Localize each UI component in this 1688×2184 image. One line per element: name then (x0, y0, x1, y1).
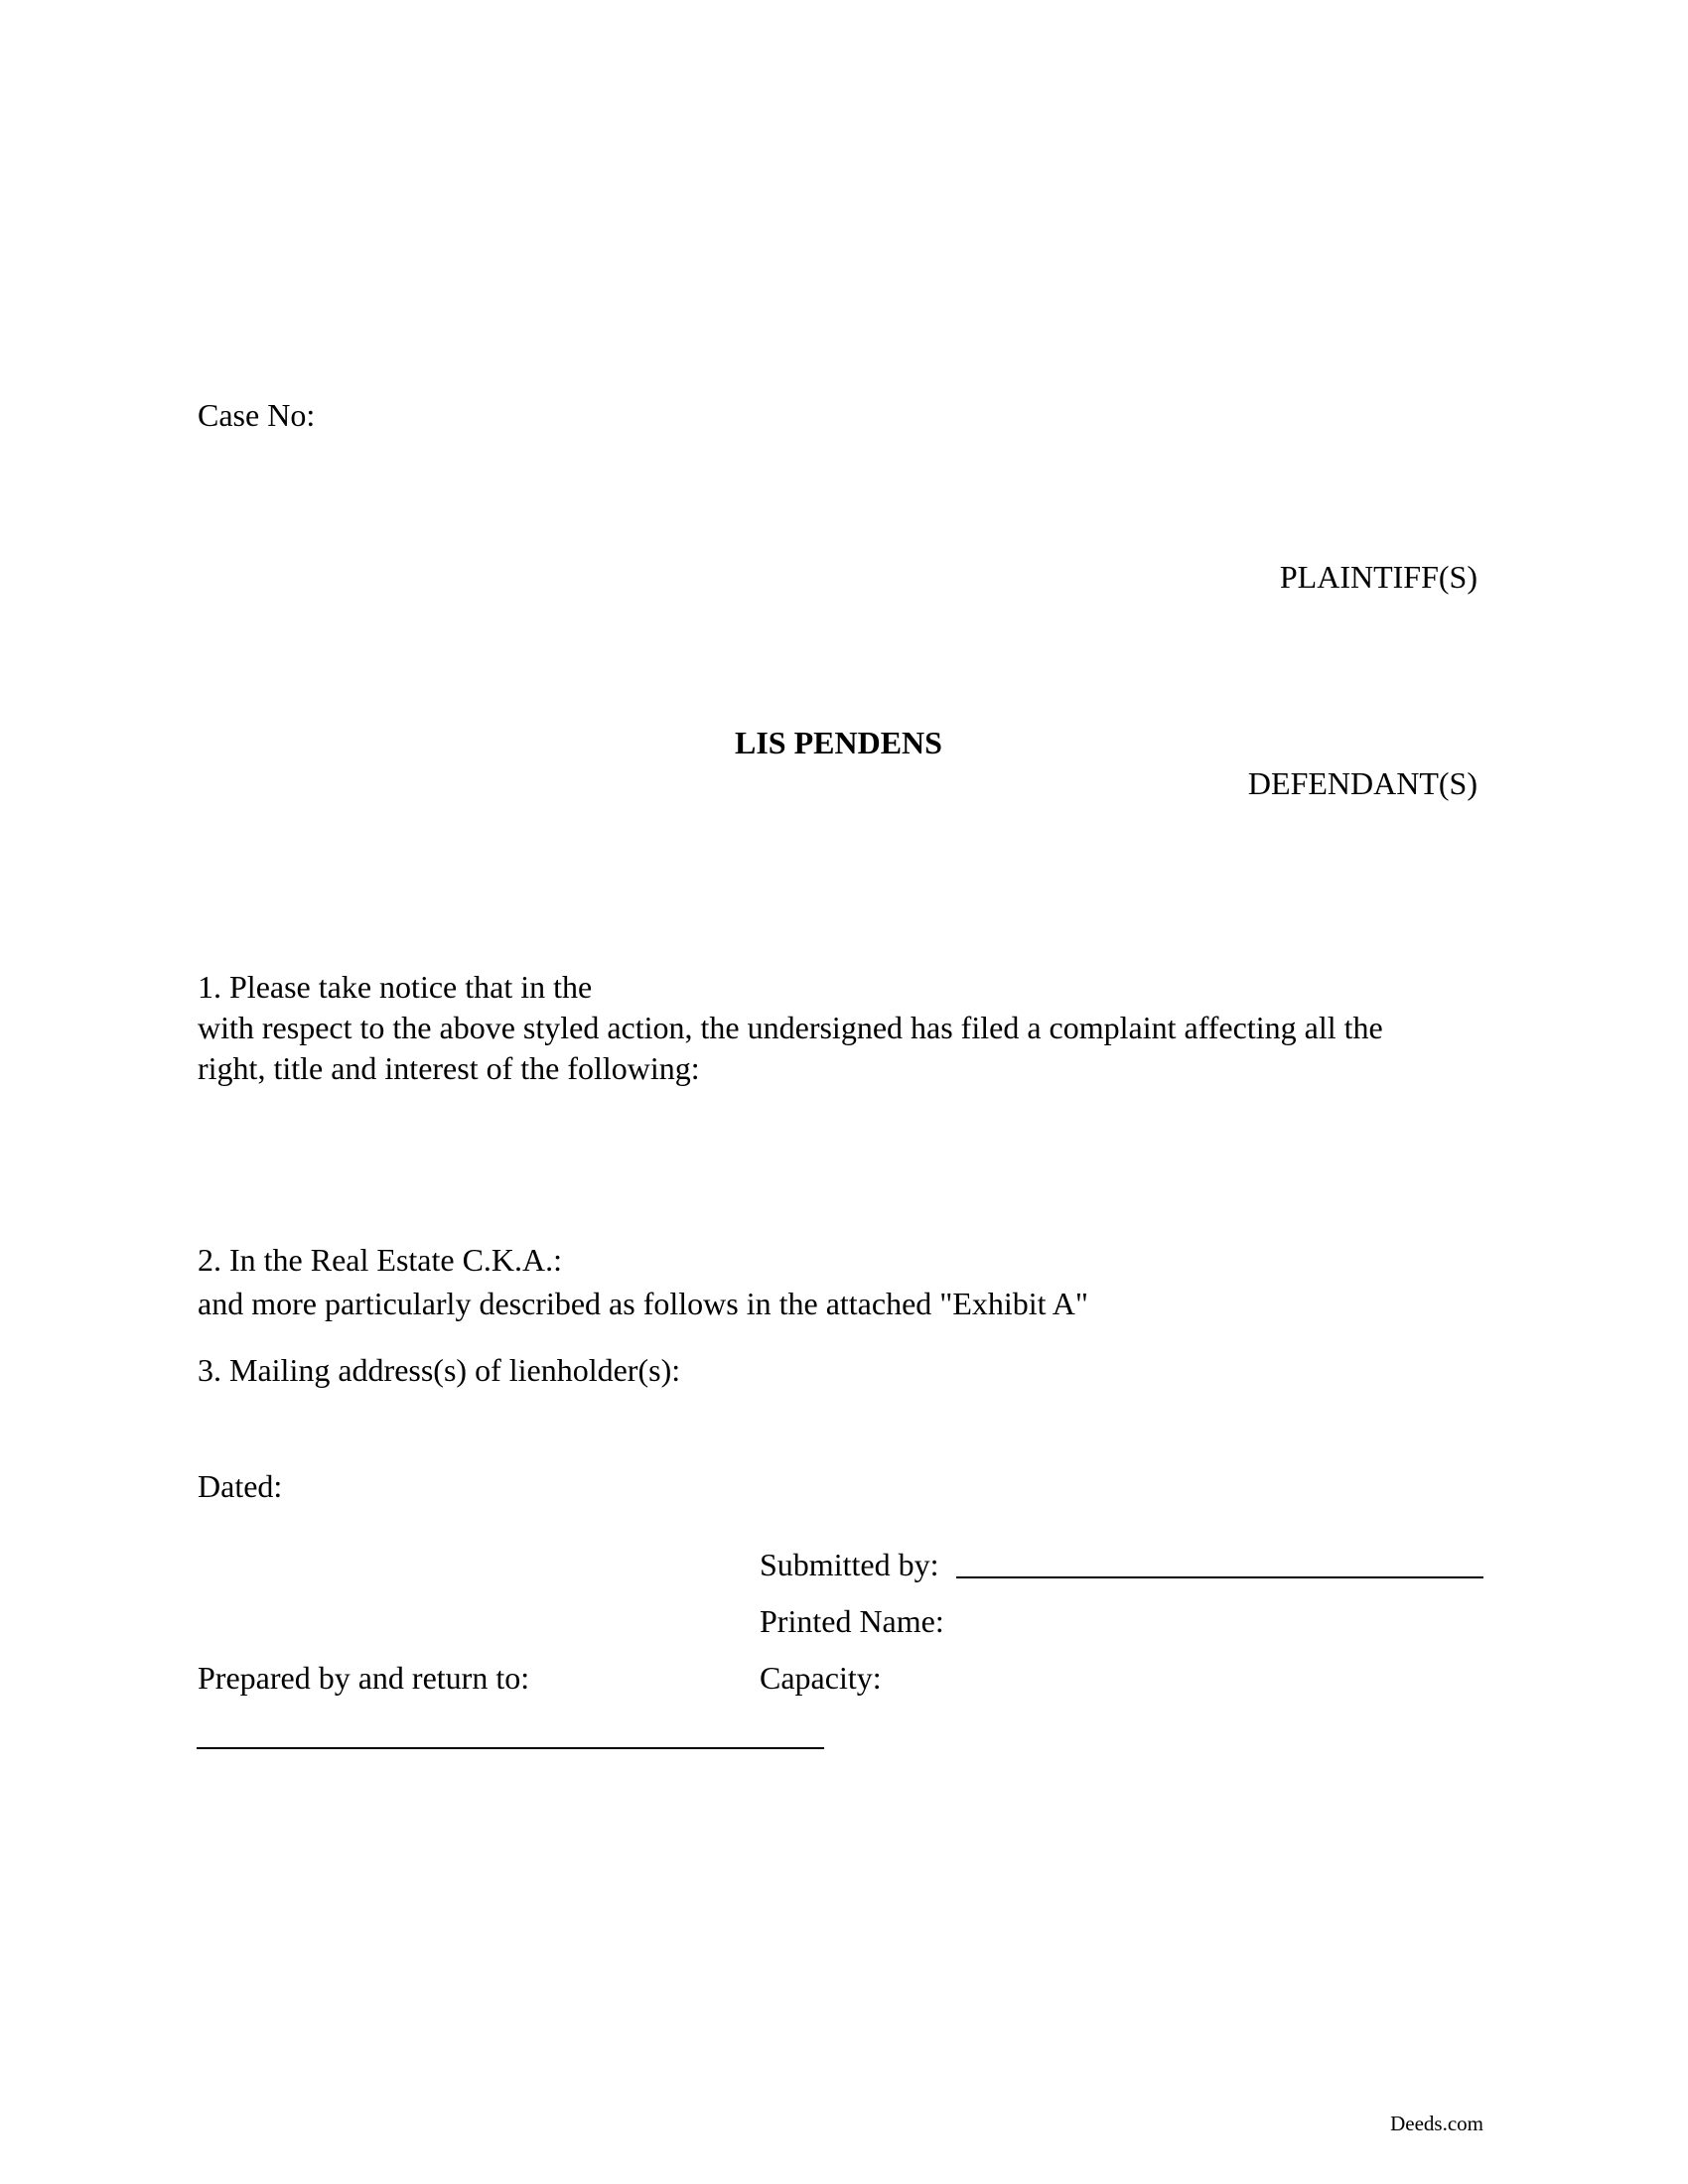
footer-brand: Deeds.com (1390, 2112, 1483, 2135)
dated-label: Dated: (198, 1468, 283, 1504)
capacity-label: Capacity: (760, 1660, 882, 1696)
defendant-label: DEFENDANT(S) (1247, 765, 1477, 801)
prepared-by-label: Prepared by and return to: (198, 1660, 530, 1696)
prepared-by-line (197, 1747, 824, 1749)
paragraph-2-line-2: and more particularly described as follows in the attached "Exhibit A" (198, 1286, 1088, 1321)
case-no-label: Case No: (198, 397, 316, 433)
submitted-by-label: Submitted by: (760, 1547, 939, 1582)
document-title: LIS PENDENS (735, 725, 942, 760)
paragraph-3: 3. Mailing address(s) of lienholder(s): (198, 1352, 681, 1388)
submitted-by-signature-line (956, 1576, 1483, 1578)
paragraph-2-line-1: 2. In the Real Estate C.K.A.: (198, 1242, 563, 1278)
paragraph-1-line-1: 1. Please take notice that in the (198, 969, 593, 1005)
printed-name-label: Printed Name: (760, 1603, 944, 1639)
paragraph-1-line-2: with respect to the above styled action, the undersigned has filed a complaint affecting all the (198, 1010, 1383, 1045)
plaintiff-label: PLAINTIFF(S) (1279, 559, 1477, 595)
paragraph-1-line-3: right, title and interest of the following: (198, 1050, 700, 1086)
